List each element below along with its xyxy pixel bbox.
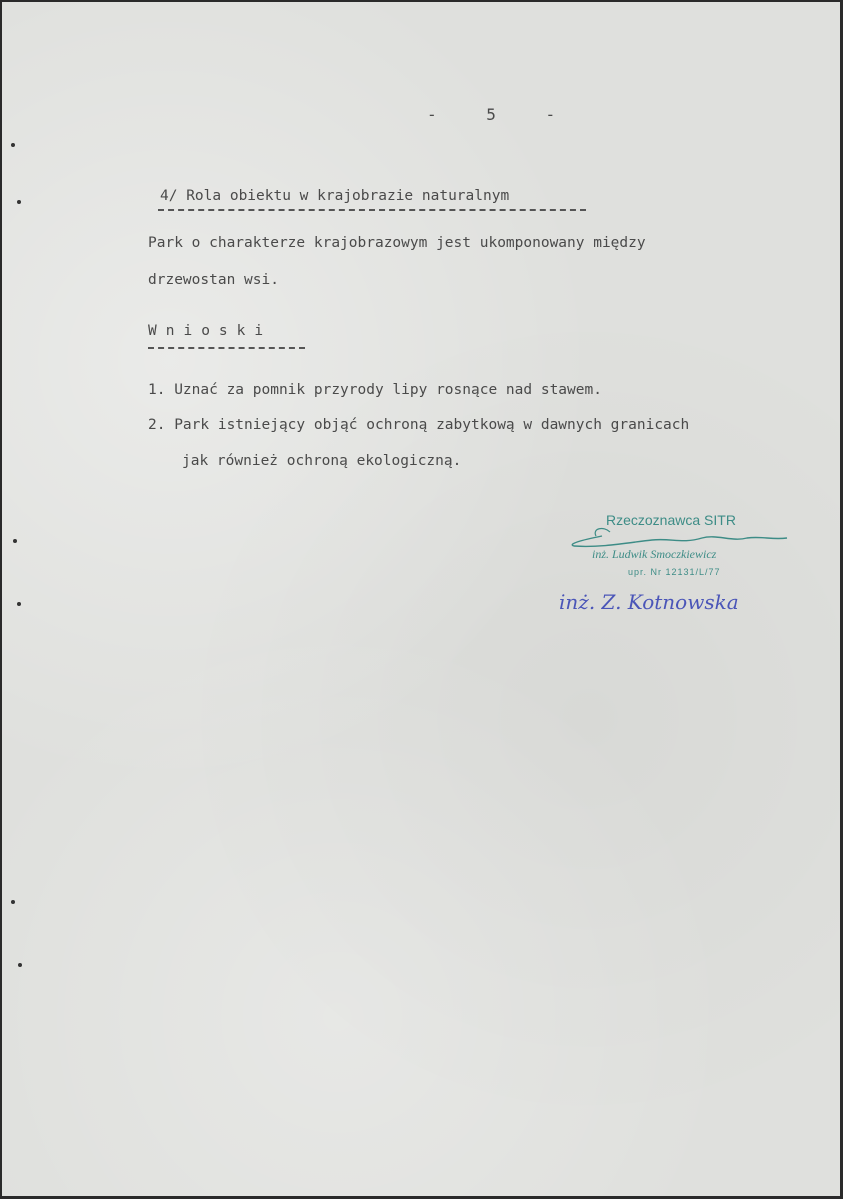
conclusion-item-1: 1. Uznać za pomnik przyrody lipy rosnące nad stawem. [148,382,602,398]
punch-mark [13,539,17,543]
handwritten-signature: inż. Z. Kotnowska [559,590,739,614]
stamp-registration: upr. Nr 12131/L/77 [628,567,721,577]
section-heading: 4/ Rola obiektu w krajobrazie naturalnym [160,188,510,204]
punch-mark [18,963,22,967]
stamp-title: Rzeczoznawca SITR [606,512,736,528]
stamp-name: inż. Ludwik Smoczkiewicz [592,547,717,561]
document-page [2,2,840,1196]
punch-mark [17,200,21,204]
section-paragraph-line-1: Park o charakterze krajobrazowym jest ukomponowany między [148,235,646,251]
conclusion-item-2-line-1: 2. Park istniejący objąć ochroną zabytkową w dawnych granicach [148,417,690,433]
conclusions-heading-underline [148,347,305,349]
conclusions-heading: Wnioski [148,323,273,339]
conclusion-item-2-line-2: jak również ochroną ekologiczną. [182,453,462,469]
page-number: - 5 - [427,105,576,124]
section-paragraph-line-2: drzewostan wsi. [148,272,279,288]
punch-mark [17,602,21,606]
punch-mark [11,900,15,904]
punch-mark [11,143,15,147]
section-heading-underline [158,209,586,211]
